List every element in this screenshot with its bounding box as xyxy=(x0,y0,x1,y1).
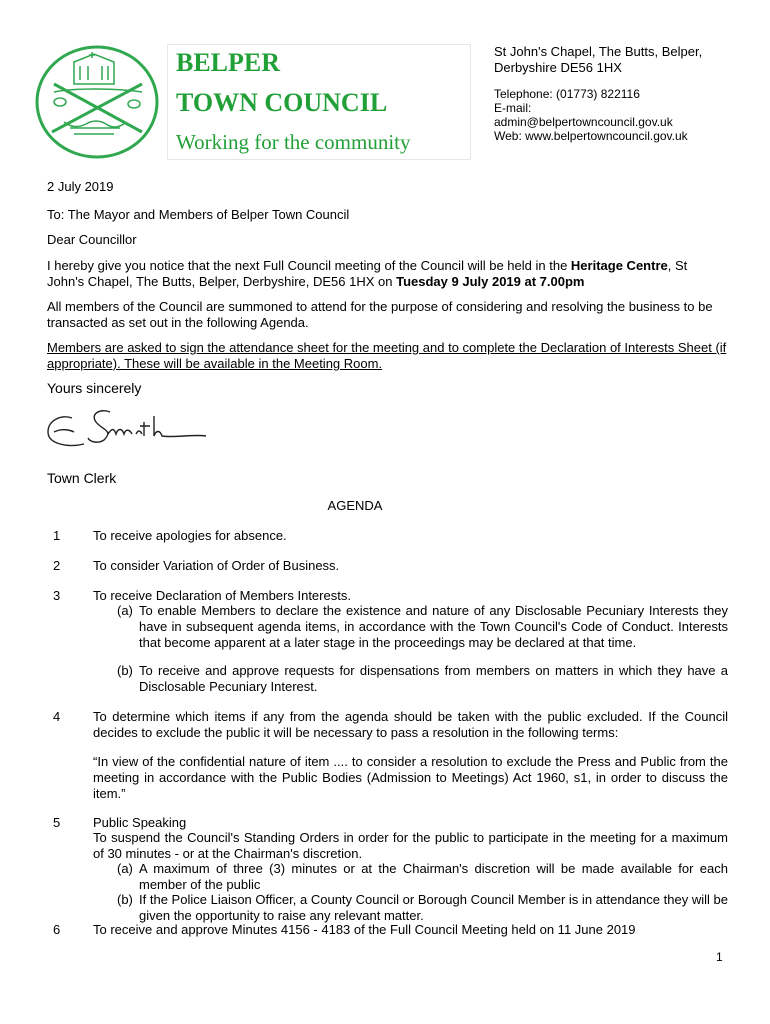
contact-block xyxy=(494,87,754,143)
email-label: E-mail: xyxy=(494,101,532,115)
telephone: Telephone: (01773) 822116 xyxy=(494,87,640,101)
notice-paragraph xyxy=(47,258,727,290)
agenda-item-3-number: 3 xyxy=(53,588,61,603)
agenda-item-4-number: 4 xyxy=(53,709,61,724)
agenda-item-4-quote: “In view of the confidential nature of item .... to consider a resolution to exclude the Press and Public from the meeting in accordance with the Public Bodies (Admission to Meetings) Act 1960, s1, in order to discuss the item.” xyxy=(93,754,728,801)
agenda-item-2-number: 2 xyxy=(53,558,61,573)
signatory-title: Town Clerk xyxy=(47,470,117,486)
letter-to: To: The Mayor and Members of Belper Town Council xyxy=(47,207,350,222)
council-logo xyxy=(34,44,160,160)
agenda-item-5a xyxy=(117,861,728,893)
summons-paragraph: All members of the Council are summoned to attend for the purpose of considering and resolving the business to be transacted as set out in the following Agenda. xyxy=(47,299,713,330)
venue: Heritage Centre xyxy=(570,258,668,273)
meeting-datetime: Tuesday 9 July 2019 at 7.00pm xyxy=(396,274,585,289)
email: admin@belpertowncouncil.gov.uk xyxy=(494,115,673,129)
website: Web: www.belpertowncouncil.gov.uk xyxy=(494,129,688,143)
agenda-item-5-text: To suspend the Council's Standing Orders in order for the public to participate in the meeting for a maximum of 30 minutes - or at the Chairman's discretion. xyxy=(93,830,728,861)
notice-text-a: I hereby give you notice that the next Full Council meeting of the Council will be held in the xyxy=(47,258,571,273)
agenda-item-5-number: 5 xyxy=(53,815,61,830)
page-number: 1 xyxy=(716,950,723,964)
closing: Yours sincerely xyxy=(47,380,142,396)
agenda-item-4-text: To determine which items if any from the agenda should be taken with the public excluded. If the Council decides to exclude the public it will be necessary to pass a resolution in the following terms: xyxy=(93,709,728,740)
sub-text: To enable Members to declare the existence and nature of any Disclosable Pecuniary Interests they have in subsequent agenda items, in accordance with the Town Council's Code of Conduct. Interests that become apparent at a later stage in the proceedings may be declared at that time. xyxy=(139,603,728,650)
agenda-item-3a xyxy=(117,603,728,651)
agenda-item-6-number: 6 xyxy=(53,922,61,937)
agenda-item-1-text: To receive apologies for absence. xyxy=(93,528,287,543)
notice-text-b: , St John's Chapel, The Butts, Belper, Derbyshire, DE56 1HX on xyxy=(47,258,688,289)
sub-text: If the Police Liaison Officer, a County Council or Borough Council Member is in attendance they will be given the opportunity to raise any relevant matter. xyxy=(139,892,728,923)
council-name-line1: BELPER xyxy=(176,48,281,77)
signature xyxy=(44,404,214,454)
agenda-item-2-text: To consider Variation of Order of Business. xyxy=(93,558,340,573)
sub-label: (a) xyxy=(117,603,133,618)
agenda-item-3b xyxy=(117,663,728,695)
sub-text: A maximum of three (3) minutes or at the Chairman's discretion will be made available for each member of the public xyxy=(139,861,728,892)
sub-label: (b) xyxy=(117,892,133,907)
sub-label: (a) xyxy=(117,861,133,876)
agenda-heading: AGENDA xyxy=(327,498,383,513)
address-line1: St John's Chapel, The Butts, Belper, xyxy=(494,44,703,59)
agenda-item-6-text: To receive and approve Minutes 4156 - 4183 of the Full Council Meeting held on 11 June 2019 xyxy=(93,922,636,937)
agenda-item-5-title: Public Speaking xyxy=(93,815,187,830)
agenda-item-5b xyxy=(117,892,728,924)
address-block xyxy=(494,44,754,76)
salutation: Dear Councillor xyxy=(47,232,137,247)
agenda-item-1-number: 1 xyxy=(53,528,61,543)
address-line2: Derbyshire DE56 1HX xyxy=(494,60,622,75)
attendance-paragraph: Members are asked to sign the attendance sheet for the meeting and to complete the Declaration of Interests Sheet (if appropriate). These will be available in the Meeting Room. xyxy=(47,340,727,371)
sub-text: To receive and approve requests for dispensations from members on matters in which they have a Disclosable Pecuniary Interest. xyxy=(139,663,728,694)
council-name-line2: TOWN COUNCIL xyxy=(176,88,388,117)
council-tagline: Working for the community xyxy=(176,130,411,154)
agenda-item-3-text: To receive Declaration of Members Interests. xyxy=(93,588,351,603)
letter-date: 2 July 2019 xyxy=(47,179,114,194)
sub-label: (b) xyxy=(117,663,133,678)
